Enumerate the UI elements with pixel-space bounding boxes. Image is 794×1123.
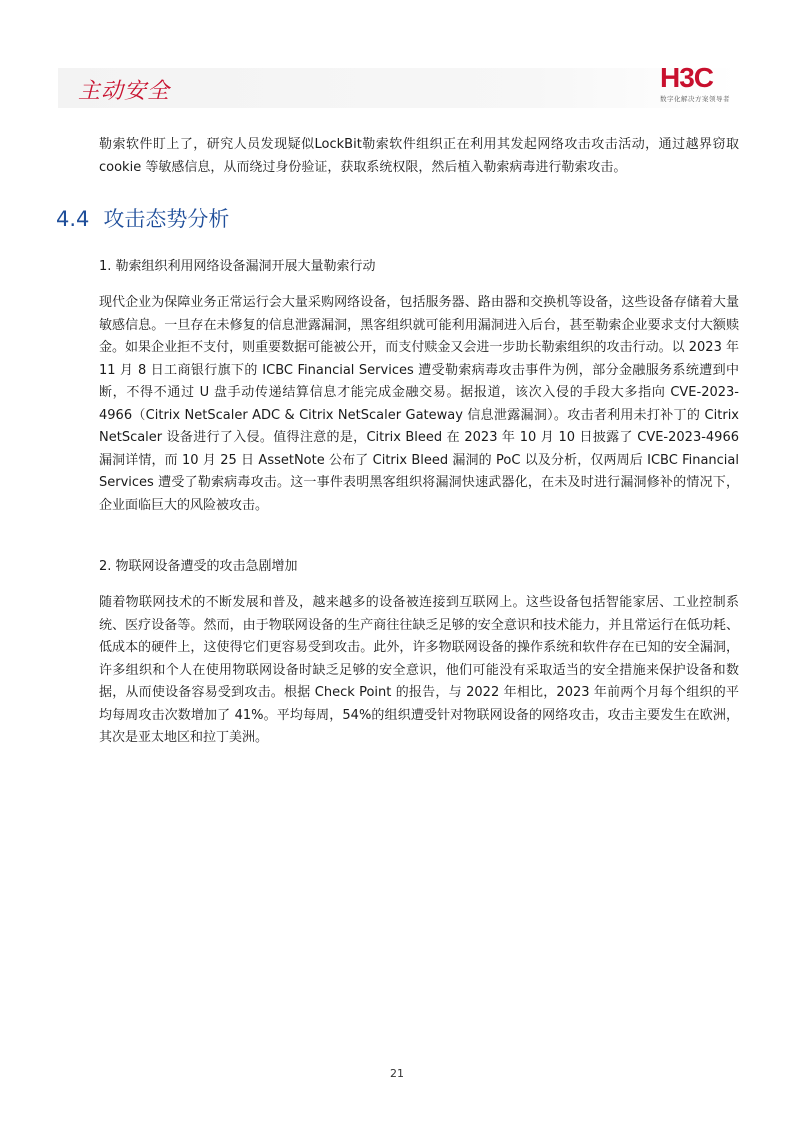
subsection-body-2	[99, 592, 739, 750]
section-number: 4.4	[56, 207, 90, 231]
h3c-logo	[660, 64, 740, 104]
section-title-text: 攻击态势分析	[103, 207, 230, 231]
page-number: 21	[390, 1067, 404, 1080]
logo-mark: H3C	[660, 62, 714, 93]
subsection-paragraph-1: 现代企业为保障业务正常运行会大量采购网络设备，包括服务器、路由器和交换机等设备，这些设备存储着大量敏感信息。一旦存在未修复的信息泄露漏洞，黑客组织就可能利用漏洞进入后台，甚至勒索企业要求支付大额赎金。如果企业拒不支付，则重要数据可能被公开，而支付赎金又会进一步助长勒索组织的攻击行动。以 2023 年 11 月 8 日工商银行旗下的 ICBC Financial Services 遭受勒索病毒攻击事件为例，部分金融服务系统遭到中断，不得不通过 U 盘手动传递结算信息才能完成金融交易。据报道，该次入侵的手段大多指向 CVE-2023-4966（Citrix NetScaler ADC & Citrix NetScaler Gateway 信息泄露漏洞）。攻击者利用未打补丁的 Citrix NetScaler 设备进行了入侵。值得注意的是，Citrix Bleed 在 2023 年 10 月 10 日披露了 CVE-2023-4966 漏洞详情，而 10 月 25 日 AssetNote 公布了 Citrix Bleed 漏洞的 PoC 以及分析，仅两周后 ICBC Financial Services 遭受了勒索病毒攻击。这一事件表明黑客组织将漏洞快速武器化，在未及时进行漏洞修补的情况下，企业面临巨大的风险被攻击。	[99, 295, 739, 513]
subsection-heading-2: 2. 物联网设备遭受的攻击急剧增加	[99, 559, 298, 574]
intro-block	[99, 134, 739, 179]
intro-paragraph: 勒索软件盯上了，研究人员发现疑似LockBit勒索软件组织正在利用其发起网络攻击攻击活动，通过越界窃取 cookie 等敏感信息，从而绕过身份验证，获取系统权限，然后植入勒索病毒进行勒索攻击。	[99, 137, 739, 175]
subsection-paragraph-2: 随着物联网技术的不断发展和普及，越来越多的设备被连接到互联网上。这些设备包括智能家居、工业控制系统、医疗设备等。然而，由于物联网设备的生产商往往缺乏足够的安全意识和技术能力，并且常运行在低功耗、低成本的硬件上，这使得它们更容易受到攻击。此外，许多物联网设备的操作系统和软件存在已知的安全漏洞，许多组织和个人在使用物联网设备时缺乏足够的安全意识，他们可能没有采取适当的安全措施来保护设备和数据，从而使设备容易受到攻击。根据 Check Point 的报告，与 2022 年相比，2023 年前两个月每个组织的平均每周攻击次数增加了 41%。平均每周，54%的组织遭受针对物联网设备的网络攻击，攻击主要发生在欧洲，其次是亚太地区和拉丁美洲。	[99, 595, 739, 745]
logo-tagline: 数字化解决方案领导者	[660, 95, 730, 103]
subsection-body-1	[99, 292, 739, 517]
subsection-heading-1: 1. 勒索组织利用网络设备漏洞开展大量勒索行动	[99, 259, 376, 274]
header-title: 主动安全	[78, 79, 171, 104]
section-title	[56, 203, 229, 233]
